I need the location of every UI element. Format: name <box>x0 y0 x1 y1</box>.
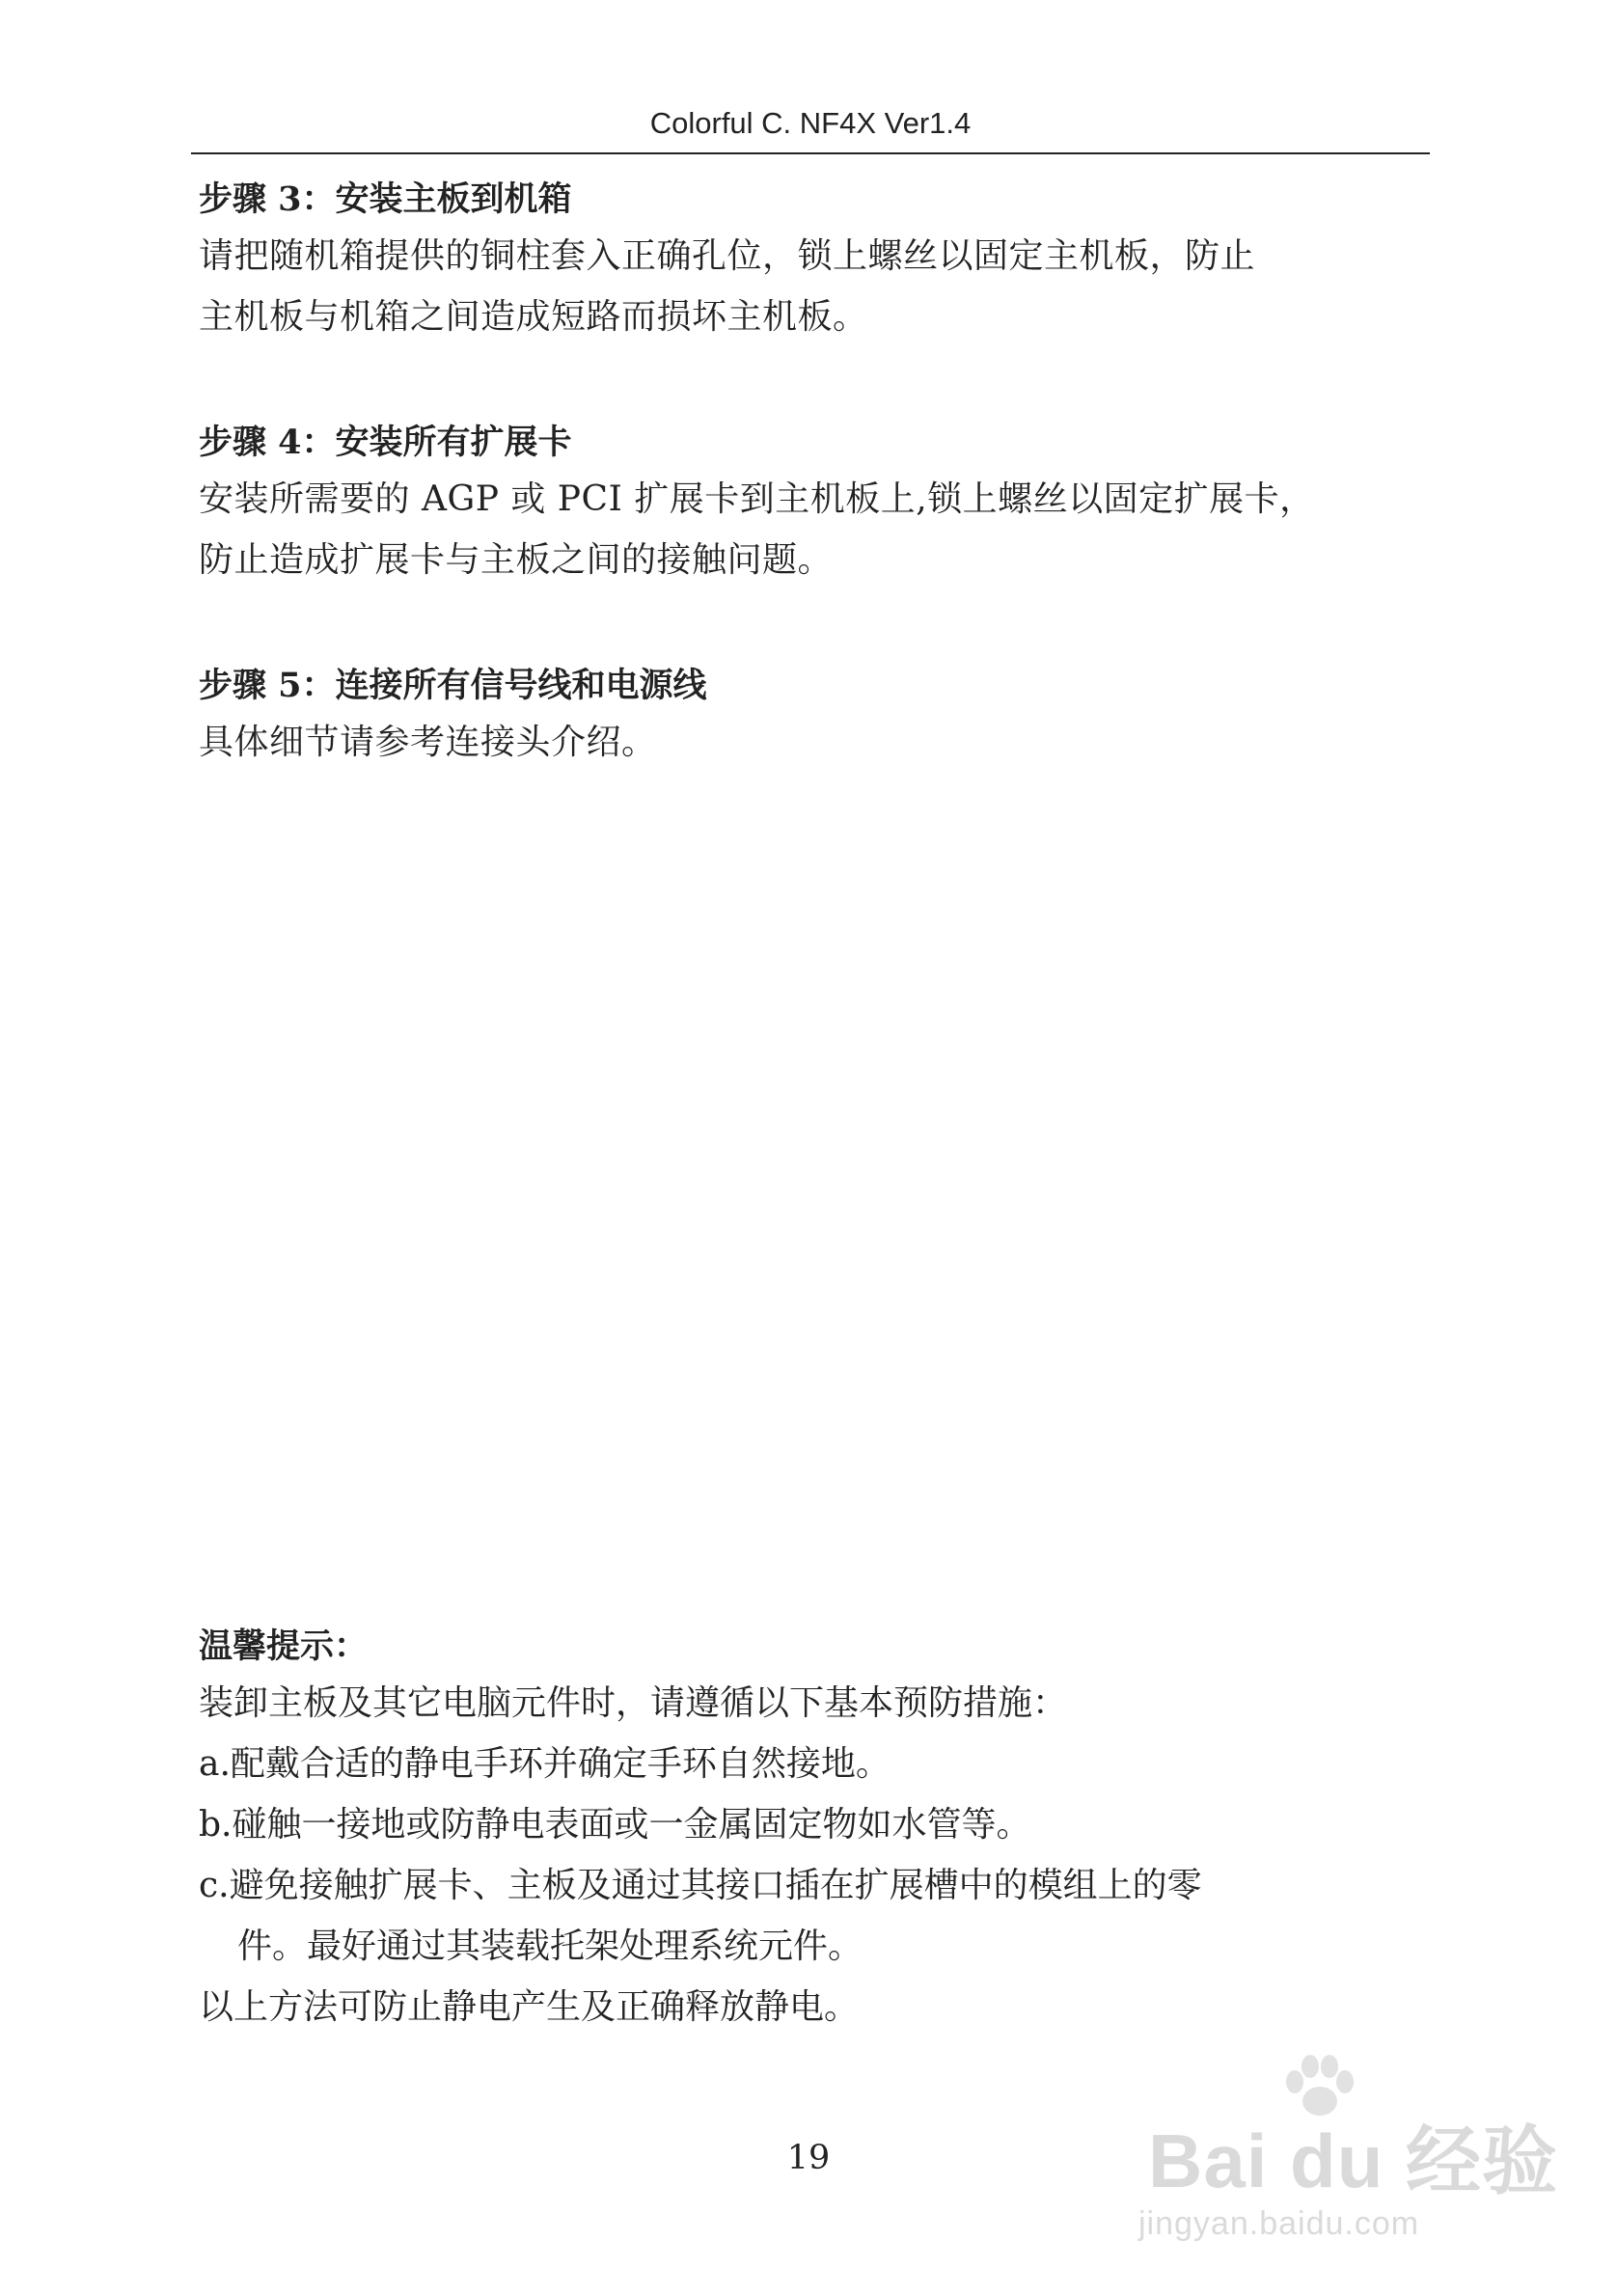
step-5-text <box>199 712 1434 773</box>
tips-section <box>199 1621 1434 2037</box>
step-4-line-2: 防止造成扩展卡与主板之间的接触问题。 <box>199 540 834 580</box>
step-4-heading: 步骤 4：安装所有扩展卡 <box>199 423 572 462</box>
step-4-line-1: 安装所需要的 AGP 或 PCI 扩展卡到主机板上,锁上螺丝以固定扩展卡， <box>199 479 1315 519</box>
step-4-section <box>199 417 1434 590</box>
running-header: Colorful C. NF4X Ver1.4 <box>649 106 972 140</box>
header-rule <box>191 152 1430 154</box>
step-3-text <box>199 226 1434 347</box>
tips-heading: 温馨提示： <box>199 1626 369 1666</box>
tip-item-b: b.碰触一接地或防静电表面或一金属固定物如水管等。 <box>199 1805 1031 1845</box>
step-5-section <box>199 660 1434 773</box>
tip-item-c-continuation: 件。最好通过其装载托架处理系统元件。 <box>237 1927 863 1966</box>
step-3-heading: 步骤 3：安装主板到机箱 <box>199 179 572 219</box>
step-3-section <box>199 174 1434 347</box>
step-3-line-1: 请把随机箱提供的铜柱套入正确孔位，锁上螺丝以固定主机板，防止 <box>199 236 1256 276</box>
step-4-text <box>199 469 1434 590</box>
tip-item-c: c.避免接触扩展卡、主板及通过其接口插在扩展槽中的模组上的零 <box>199 1866 1202 1905</box>
step-3-line-2: 主机板与机箱之间造成短路而损坏主机板。 <box>199 297 868 337</box>
watermark-logo-text: Bai du 经验 <box>1148 2118 1559 2203</box>
baidu-jingyan-watermark <box>1110 2045 1573 2267</box>
page-number: 19 <box>786 2139 831 2177</box>
tip-item-a: a.配戴合适的静电手环并确定手环自然接地。 <box>199 1744 891 1784</box>
tips-closing: 以上方法可防止静电产生及正确释放静电。 <box>199 1987 860 2027</box>
tips-intro: 装卸主板及其它电脑元件时，请遵循以下基本预防措施： <box>199 1683 1068 1723</box>
step-5-line-1: 具体细节请参考连接头介绍。 <box>199 723 657 762</box>
step-5-heading: 步骤 5：连接所有信号线和电源线 <box>199 666 707 705</box>
watermark-url: jingyan.baidu.com <box>1138 2205 1420 2242</box>
